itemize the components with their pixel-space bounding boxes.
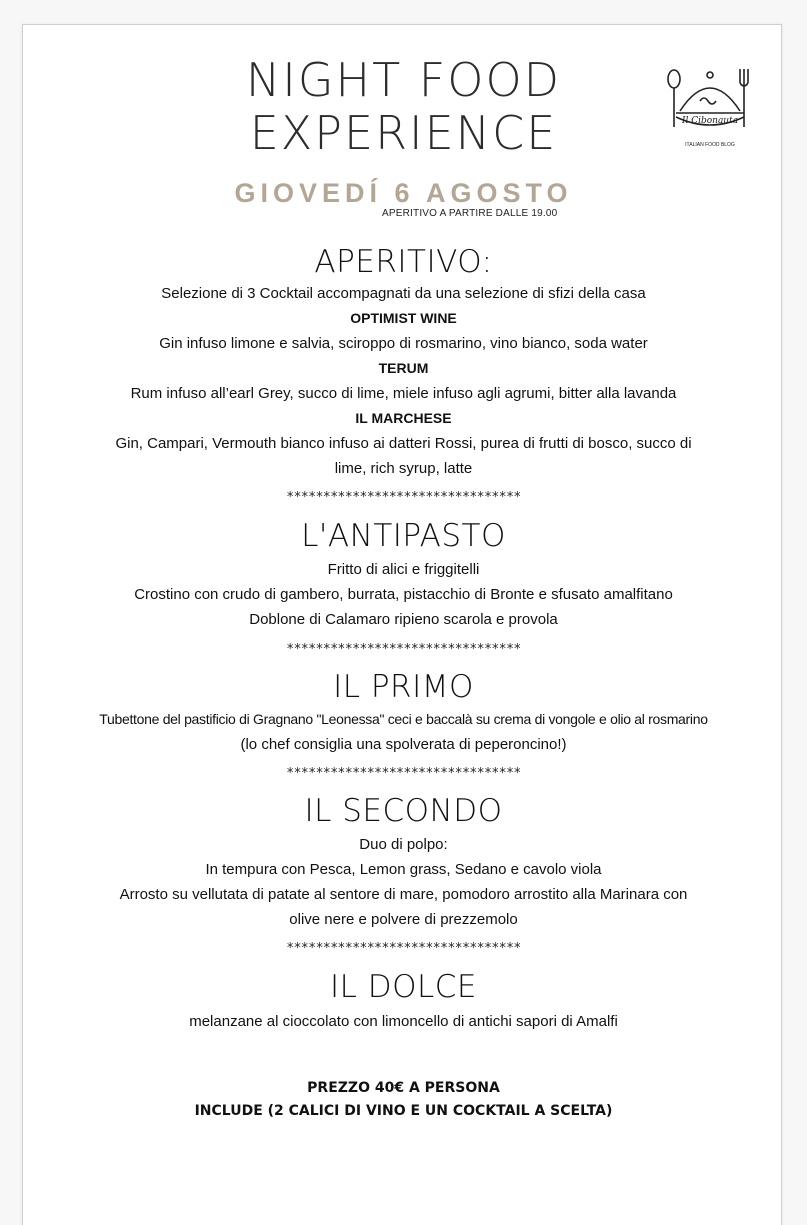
section-title-aperitivo: APERITIVO:	[314, 244, 493, 280]
aperitivo-intro: Selezione di 3 Cocktail accompagnati da una selezione di sfizi della casa	[161, 285, 646, 302]
section-title-dolce: IL DOLCE	[329, 969, 478, 1005]
logo-script: Il Cibonauta	[681, 116, 739, 126]
cocktail-desc-2: Rum infuso all’earl Grey, succo di lime, miele infuso agli agrumi, bitter alla lavanda	[130, 385, 677, 402]
secondo-item-3: Arrosto su vellutata di patate al sentore di mare, pomodoro arrostito alla Marinara con	[119, 886, 688, 903]
aperitivo-time: APERITIVO A PARTIRE DALLE 19.00	[382, 208, 558, 219]
primo-item-2: (lo chef consiglia una spolverata di peperoncino!)	[240, 736, 567, 753]
secondo-item-2: In tempura con Pesca, Lemon grass, Sedano e cavolo viola	[205, 861, 602, 878]
section-title-primo: IL PRIMO	[333, 669, 474, 705]
separator: ********************************	[286, 490, 521, 505]
title-line-1: NIGHT FOOD	[245, 53, 562, 107]
separator: ********************************	[286, 642, 521, 657]
title-line-2: EXPERIENCE	[249, 106, 558, 160]
cocktail-desc-3-line-1: Gin, Campari, Vermouth bianco infuso ai datteri Rossi, purea di frutti di bosco, succo di	[115, 435, 692, 452]
price-includes: INCLUDE (2 CALICI DI VINO E UN COCKTAIL A SCELTA)	[194, 1103, 613, 1119]
event-date: GIOVEDÍ 6 AGOSTO	[234, 178, 573, 208]
cocktail-name-2: TERUM	[378, 360, 429, 376]
separator: ********************************	[286, 941, 521, 956]
secondo-item-4: olive nere e polvere di prezzemolo	[289, 911, 518, 928]
antipasto-item-3: Doblone di Calamaro ripieno scarola e provola	[249, 611, 558, 628]
separator: ********************************	[286, 766, 521, 781]
primo-item-1: Tubettone del pastificio di Gragnano "Leonessa" ceci e baccalà su crema di vongole e olio al rosmarino	[99, 711, 708, 727]
price: PREZZO 40€ A PERSONA	[307, 1080, 500, 1096]
antipasto-item-1: Fritto di alici e friggitelli	[327, 561, 480, 578]
cocktail-desc-3-line-2: lime, rich syrup, latte	[334, 460, 473, 477]
logo-caption: ITALIAN FOOD BLOG	[685, 142, 735, 148]
antipasto-item-2: Crostino con crudo di gambero, burrata, pistacchio di Bronte e sfusato amalfitano	[134, 586, 673, 603]
cocktail-name-3: IL MARCHESE	[355, 410, 452, 426]
secondo-item-1: Duo di polpo:	[359, 836, 448, 853]
dolce-item-1: melanzane al cioccolato con limoncello di antichi sapori di Amalfi	[189, 1013, 618, 1030]
cocktail-name-1: OPTIMIST WINE	[350, 310, 457, 326]
cloche-logo-icon	[660, 55, 760, 151]
section-title-antipasto: L'ANTIPASTO	[301, 518, 506, 554]
cocktail-desc-1: Gin infuso limone e salvia, sciroppo di rosmarino, vino bianco, soda water	[159, 335, 648, 352]
section-title-secondo: IL SECONDO	[304, 793, 503, 829]
